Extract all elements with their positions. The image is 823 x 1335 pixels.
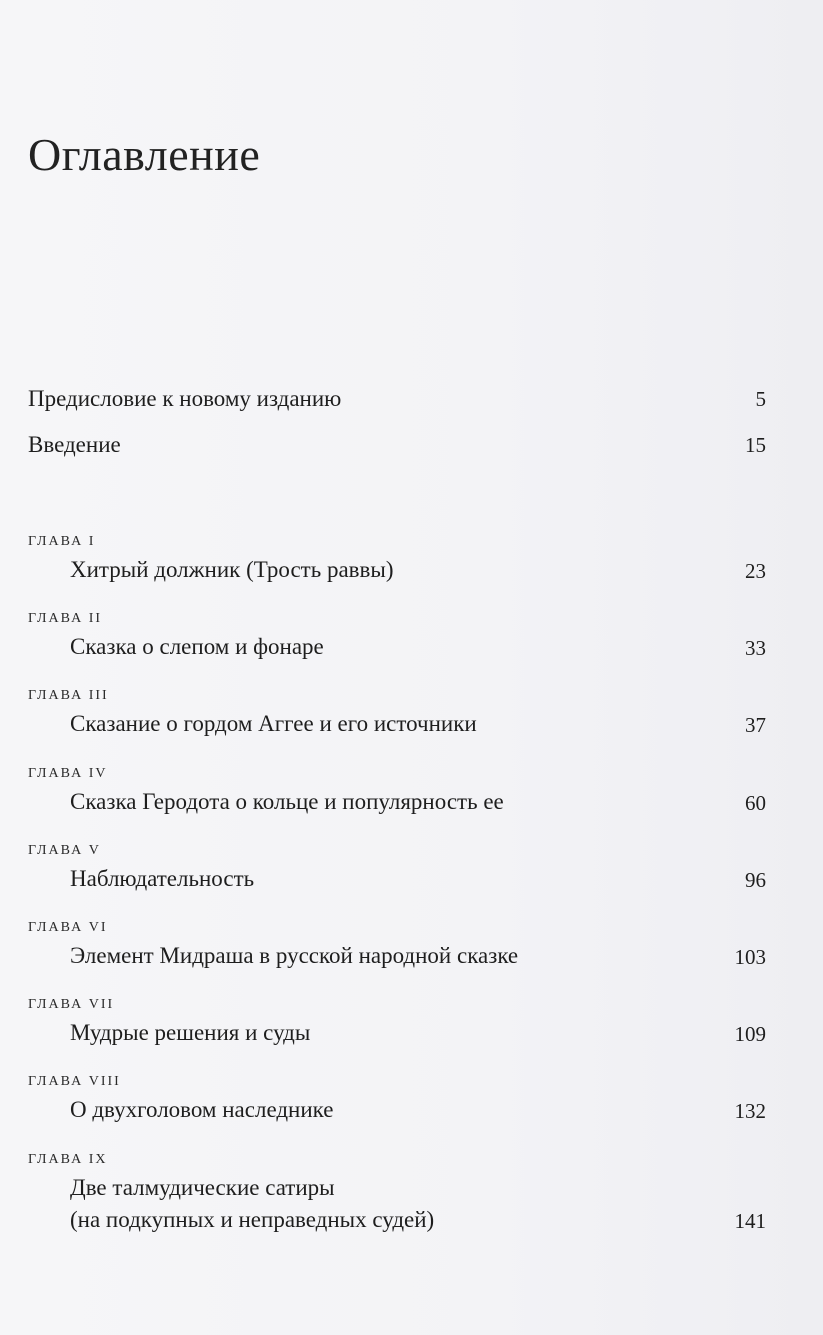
chapter-title: Мудрые решения и суды xyxy=(70,1020,311,1045)
chapter-title-line-1: Две талмудические сатиры xyxy=(70,1175,335,1200)
chapter-label: ГЛАВА I xyxy=(28,534,96,549)
toc-chapter-2 xyxy=(28,609,766,663)
chapter-label: ГЛАВА IX xyxy=(28,1152,108,1167)
chapter-label: ГЛАВА VI xyxy=(28,920,108,935)
chapter-label: ГЛАВА VIII xyxy=(28,1074,121,1089)
chapter-page: 33 xyxy=(745,636,766,660)
toc-chapter-7 xyxy=(28,995,766,1049)
chapter-page: 103 xyxy=(734,945,766,969)
toc-chapter-8 xyxy=(28,1072,766,1126)
toc-entry-page: 5 xyxy=(755,387,766,411)
toc-entry-page: 15 xyxy=(745,433,766,457)
page-title: Оглавление xyxy=(28,129,261,180)
toc-entry-preface xyxy=(28,382,766,416)
chapter-label: ГЛАВА III xyxy=(28,688,109,703)
chapter-page: 37 xyxy=(745,713,766,737)
chapter-label: ГЛАВА IV xyxy=(28,766,108,781)
chapter-title: Сказка Геродота о кольце и популярность ее xyxy=(70,789,504,814)
chapter-page: 23 xyxy=(745,559,766,583)
chapter-title: Сказание о гордом Аггее и его источники xyxy=(70,711,477,736)
toc-chapter-3 xyxy=(28,686,766,740)
toc-chapter-1 xyxy=(28,532,766,586)
chapter-title-line-2: (на подкупных и неправедных судей) xyxy=(70,1207,435,1232)
chapter-page: 60 xyxy=(745,791,766,815)
chapter-page: 132 xyxy=(734,1099,766,1123)
chapter-page: 141 xyxy=(734,1209,766,1233)
toc-chapter-9 xyxy=(28,1150,766,1236)
toc-chapter-4 xyxy=(28,764,766,818)
toc-entry-title: Предисловие к новому изданию xyxy=(28,386,342,411)
toc-chapter-6 xyxy=(28,918,766,972)
chapter-title: Элемент Мидраша в русской народной сказке xyxy=(70,943,519,968)
chapter-title: Хитрый должник (Трость раввы) xyxy=(70,557,394,582)
chapter-label: ГЛАВА II xyxy=(28,611,103,626)
chapter-title: Наблюдательность xyxy=(70,866,255,891)
chapter-page: 109 xyxy=(734,1022,766,1046)
chapter-page: 96 xyxy=(745,868,766,892)
toc-chapter-5 xyxy=(28,841,766,895)
chapter-label: ГЛАВА V xyxy=(28,843,101,858)
chapter-title: О двухголовом наследнике xyxy=(70,1097,334,1122)
toc-entry-title: Введение xyxy=(28,432,121,457)
chapter-label: ГЛАВА VII xyxy=(28,997,115,1012)
chapter-title: Сказка о слепом и фонаре xyxy=(70,634,324,659)
toc-entry-introduction xyxy=(28,428,766,462)
